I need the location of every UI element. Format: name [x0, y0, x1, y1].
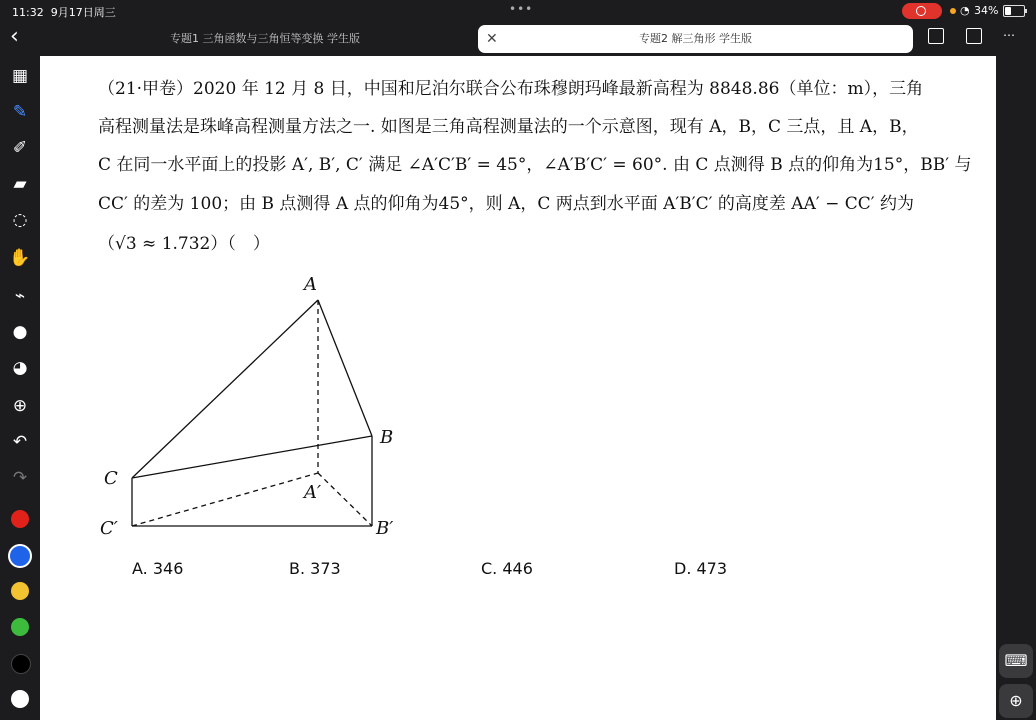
color-swatch-black[interactable]	[11, 654, 31, 674]
label-B-prime: B′	[376, 518, 394, 539]
hand-icon[interactable]: ✋	[9, 248, 31, 268]
option-b: B. 373	[289, 559, 341, 578]
document-page[interactable]	[40, 56, 996, 720]
status-bar	[0, 0, 1036, 22]
laser-pointer-icon[interactable]: ⌁	[14, 286, 26, 306]
list-view-icon[interactable]	[928, 28, 944, 44]
undo-icon[interactable]: ↶	[12, 432, 28, 452]
highlighter-icon[interactable]: ✐	[12, 138, 28, 158]
zoom-icon[interactable]: ⊕	[999, 684, 1033, 718]
color-swatch-white[interactable]	[11, 690, 29, 708]
color-swatch-green[interactable]	[11, 618, 29, 636]
battery-percent: 34%	[974, 4, 999, 17]
close-tab-icon[interactable]: ✕	[486, 31, 498, 47]
tab-document-1[interactable]: 专题1 三角函数与三角恒等变换 学生版	[170, 32, 360, 45]
label-C: C	[104, 468, 118, 489]
more-options-icon[interactable]: ⋯	[1003, 28, 1015, 42]
label-A: A	[304, 274, 317, 295]
shape-icon[interactable]: ◕	[12, 358, 28, 378]
mic-in-use-dot	[950, 8, 956, 14]
status-time: 11:32 9月17日周三	[12, 6, 116, 19]
color-swatch-red[interactable]	[11, 510, 29, 528]
back-chevron-icon[interactable]: ‹	[10, 24, 19, 49]
keyboard-toggle-icon[interactable]: ⌨	[999, 644, 1033, 678]
question-line-1: （21·甲卷）2020 年 12 月 8 日，中国和尼泊尔联合公布珠穆朗玛峰最新高程为 8848.86（单位：m），三角	[98, 79, 924, 99]
option-a: A. 346	[132, 559, 184, 578]
microphone-icon[interactable]: ●	[12, 322, 28, 342]
color-swatch-blue[interactable]	[8, 544, 32, 568]
edge-C-B	[132, 436, 372, 478]
triangulation-diagram	[95, 268, 435, 548]
label-A-prime: A′	[304, 482, 322, 503]
document-tab-bar	[0, 22, 1036, 56]
label-C-prime: C′	[100, 518, 118, 539]
lasso-icon[interactable]: ◌	[12, 210, 28, 230]
question-line-3: C 在同一水平面上的投影 A′, B′, C′ 满足 ∠A′C′B′ = 45°，∠A′B′C′ = 60°. 由 C 点测得 B 点的仰角为15°，BB′ 与	[98, 155, 972, 175]
pages-icon[interactable]	[966, 28, 982, 44]
option-d: D. 473	[674, 559, 728, 578]
wifi-icon: ◔	[960, 4, 970, 17]
edge-C-A	[132, 300, 318, 478]
screen-record-indicator[interactable]	[902, 3, 942, 19]
edge-A1-B1	[318, 473, 372, 526]
tab-document-2[interactable]	[478, 25, 913, 53]
eraser-icon[interactable]: ▰	[13, 174, 27, 194]
question-line-5: （√3 ≈ 1.732）（ ）	[98, 234, 270, 254]
question-line-2: 高程测量法是珠峰高程测量方法之一. 如图是三角高程测量法的一个示意图，现有 A，B，C 三点，且 A，B，	[98, 117, 919, 137]
tab-document-2-label: 专题2 解三角形 学生版	[639, 32, 752, 45]
multitask-dots-icon[interactable]: •••	[509, 2, 534, 16]
pen-icon[interactable]: ✎	[12, 102, 28, 122]
option-c: C. 446	[481, 559, 533, 578]
annotation-toolbar	[0, 56, 40, 720]
edge-A-B	[318, 300, 372, 436]
color-swatch-yellow[interactable]	[11, 582, 29, 600]
add-icon[interactable]: ⊕	[12, 396, 28, 416]
question-line-4: CC′ 的差为 100；由 B 点测得 A 点的仰角为45°，则 A，C 两点到水平面 A′B′C′ 的高度差 AA′ − CC′ 约为	[98, 194, 915, 214]
label-B: B	[380, 427, 394, 448]
battery-icon	[1003, 5, 1025, 17]
redo-icon[interactable]: ↷	[12, 468, 28, 488]
record-icon	[916, 6, 926, 16]
edge-C1-A1	[132, 473, 318, 526]
grid-icon[interactable]: ▦	[11, 66, 29, 86]
